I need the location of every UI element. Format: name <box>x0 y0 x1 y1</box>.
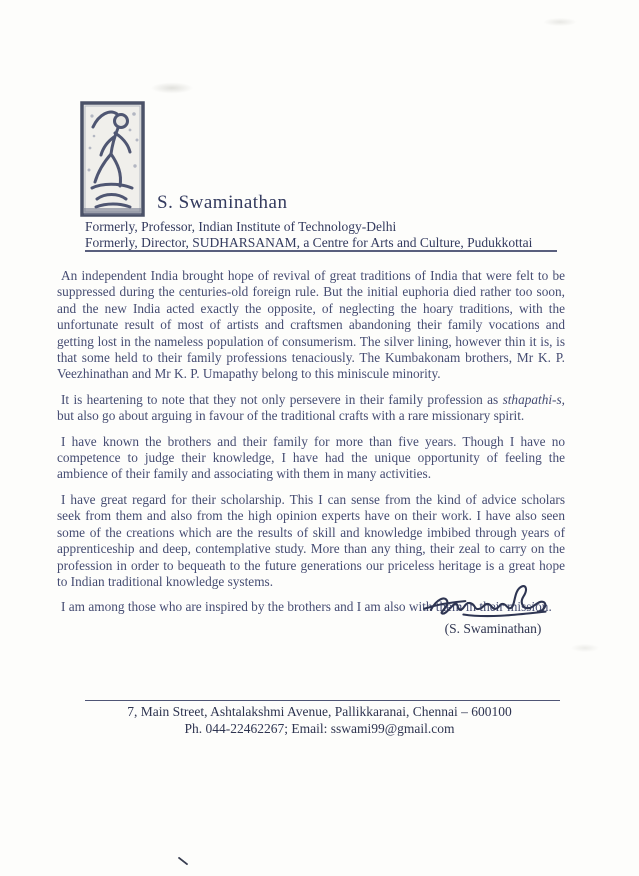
credential-line-1: Formerly, Professor, Indian Institute of Technology-Delhi <box>85 219 397 234</box>
paragraph-5: I am among those who are inspired by the brothers and I am also with them in their mission. <box>61 599 552 615</box>
signature-block <box>413 583 573 637</box>
paragraph-3: I have known the brothers and their family for more than five years. Though I have no competence to judge their knowledge, I have had the unique opportunity of feeling the ambience of their family and associating with them in many activities. <box>57 433 565 482</box>
sender-name: S. Swaminathan <box>157 192 288 213</box>
sender-credentials <box>85 219 532 251</box>
paragraph-2-prefix: It is heartening to note that they not only persevere in their family profession as <box>61 391 503 407</box>
paragraph-2 <box>57 392 565 425</box>
letter-footer <box>0 703 639 737</box>
dancer-relief-emblem-icon <box>80 100 146 218</box>
paragraph-2-italic-term: sthapathi-s <box>502 391 562 407</box>
header-rule <box>85 250 557 252</box>
footer-contact: Ph. 044-22462267; Email: sswami99@gmail.com <box>184 721 455 736</box>
paragraph-2-suffix: , but also go about arguing in favour of the traditional crafts with a rare missionary spirit. <box>57 391 565 424</box>
credential-line-2: Formerly, Director, SUDHARSANAM, a Centre for Arts and Culture, Pudukkottai <box>85 235 533 250</box>
stray-scan-mark <box>178 857 189 866</box>
paragraph-4: I have great regard for their scholarship. This I can sense from the kind of advice scholars seek from them and also from the high opinion experts have on their work. I have also seen some of the creations which are the results of skill and knowledge imbibed through years of apprenticeship and deep, contemplative study. More than any thing, their zeal to carry on the profession in order to bequeath to the future generations our priceless heritage is a great hope to Indian traditional knowledge systems. <box>57 491 565 589</box>
footer-rule <box>85 700 560 701</box>
paragraph-1: An independent India brought hope of revival of great traditions of India that were felt to be suppressed during the centuries-old foreign rule. But the initial euphoria died rather too soon, and the new India acted exactly the opposite, of neglecting the hoary traditions, with the unfortunate result of most of artists and craftsmen abandoning their family vocations and getting lost in the nameless population of consumerism. The silver lining, however thin it is, is that some held to their family professions tenaciously. The Kumbakonam brothers, Mr K. P. Veezhinathan and Mr K. P. Umapathy belong to this miniscule minority. <box>57 268 565 382</box>
footer-address: 7, Main Street, Ashtalakshmi Avenue, Pallikkaranai, Chennai – 600100 <box>127 704 512 719</box>
signature-printed-name: (S. Swaminathan) <box>444 621 542 636</box>
signature-scrawl-icon <box>418 583 568 625</box>
letter-body <box>57 268 565 625</box>
